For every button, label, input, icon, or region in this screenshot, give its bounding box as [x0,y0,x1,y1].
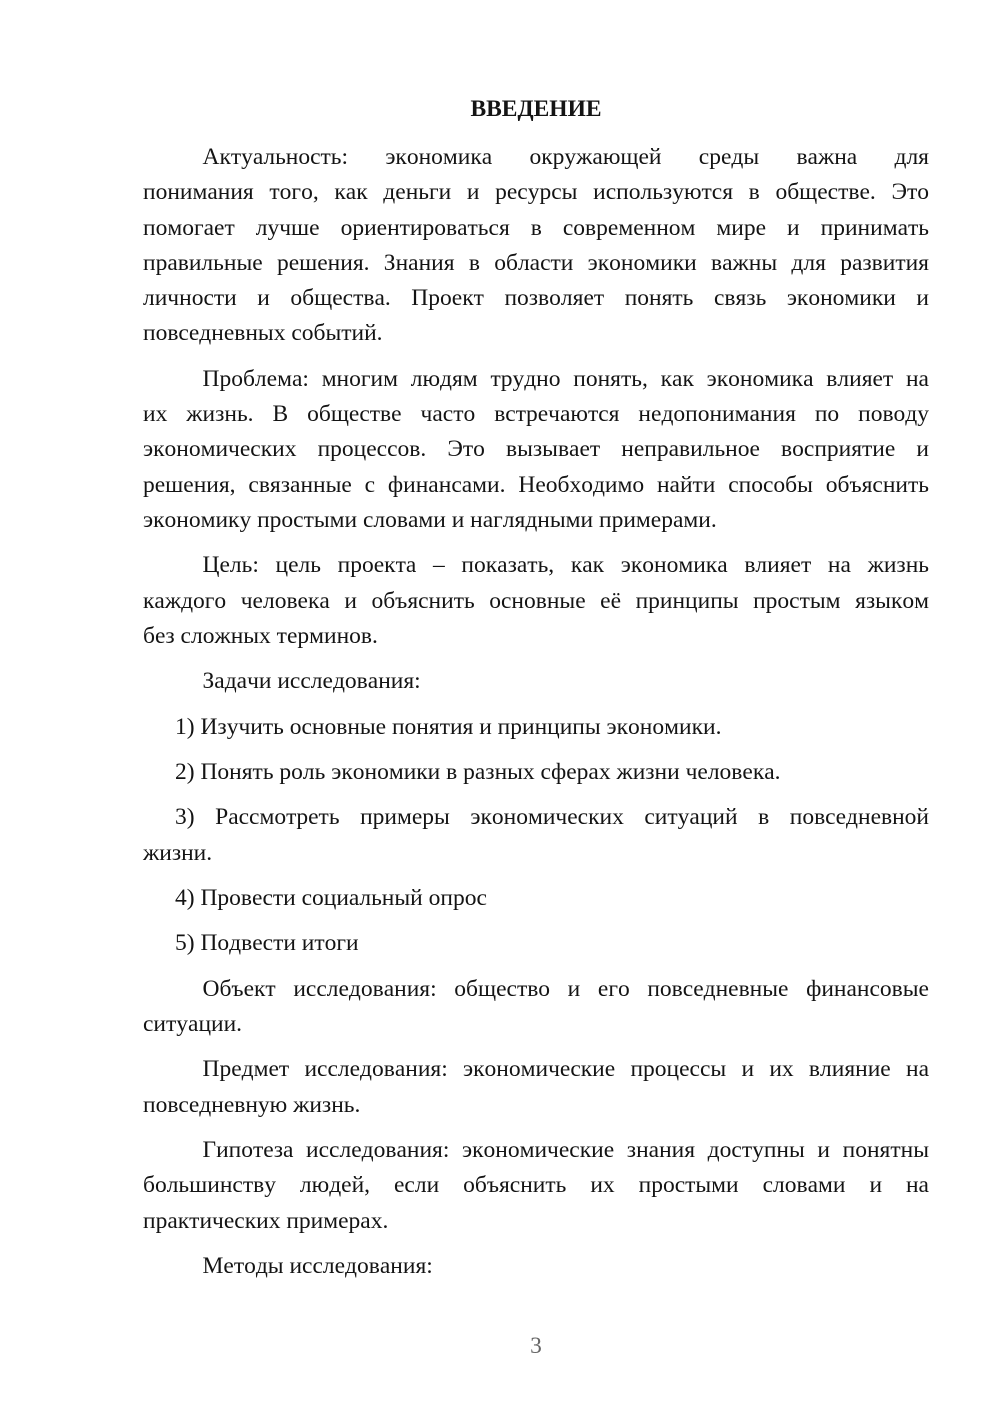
paragraph-line: каждого человека и объяснить основные её принципы простым языком [143,587,929,614]
paragraph-line: экономических процессов. Это вызывает неправильное восприятие и [143,436,929,463]
task-item-line: 4) Провести социальный опрос [175,884,487,911]
paragraph-line: Проблема: многим людям трудно понять, как экономика влияет на [202,365,929,392]
page-number: 3 [530,1333,542,1359]
paragraph-line: решения, связанные с финансами. Необходимо найти способы объяснить [143,471,929,498]
paragraph-line: понимания того, как деньги и ресурсы используются в обществе. Это [143,179,929,206]
task-item-line: 5) Подвести итоги [175,930,359,957]
relevance-paragraph [143,140,929,352]
paragraph-line: практических примерах. [143,1207,389,1234]
paragraph-line: Актуальность: экономика окружающей среды важна для [202,143,929,170]
paragraph-line: повседневных событий. [143,320,383,347]
problem-paragraph [143,362,929,538]
paragraph-line: ситуации. [143,1011,243,1037]
tasks-heading: Задачи исследования: [202,668,421,695]
paragraph-line: повседневную жизнь. [143,1091,361,1118]
object-paragraph [143,972,929,1043]
paragraph-line: Предмет исследования: экономические процессы и их влияние на [202,1056,929,1083]
goal-paragraph [143,548,929,654]
paragraph-line: без сложных терминов. [143,622,378,649]
methods-heading: Методы исследования: [202,1252,433,1279]
task-item-line: 1) Изучить основные понятия и принципы экономики. [175,713,722,740]
task-item-3 [143,800,929,871]
paragraph-line: Гипотеза исследования: экономические знания доступны и понятны [202,1137,929,1164]
task-item-5 [143,926,929,961]
document-body [143,92,929,1294]
task-item-4 [143,881,929,916]
paragraph-line: Цель: цель проекта – показать, как экономика влияет на жизнь [202,552,929,579]
subject-paragraph [143,1052,929,1123]
paragraph-line: Объект исследования: общество и его повседневные финансовые [202,975,929,1002]
paragraph-line: их жизнь. В обществе часто встречаются недопонимания по поводу [143,401,929,428]
task-item-line: жизни. [143,839,213,866]
paragraph-line: правильные решения. Знания в области экономики важны для развития [143,249,929,276]
section-title: ВВЕДЕНИЕ [470,96,602,122]
paragraph-line: большинству людей, если объяснить их простыми словами и на [143,1172,929,1199]
paragraph-line: помогает лучше ориентироваться в современном мире и принимать [143,214,929,241]
hypothesis-paragraph [143,1133,929,1239]
paragraph-line: личности и общества. Проект позволяет понять связь экономики и [143,285,929,312]
task-item-line: 2) Понять роль экономики в разных сферах жизни человека. [175,758,781,785]
paragraph-line: экономику простыми словами и наглядными примерами. [143,506,717,533]
task-item-1 [143,710,929,745]
task-item-line: 3) Рассмотреть примеры экономических ситуаций в повседневной [175,804,929,831]
task-item-2 [143,755,929,790]
